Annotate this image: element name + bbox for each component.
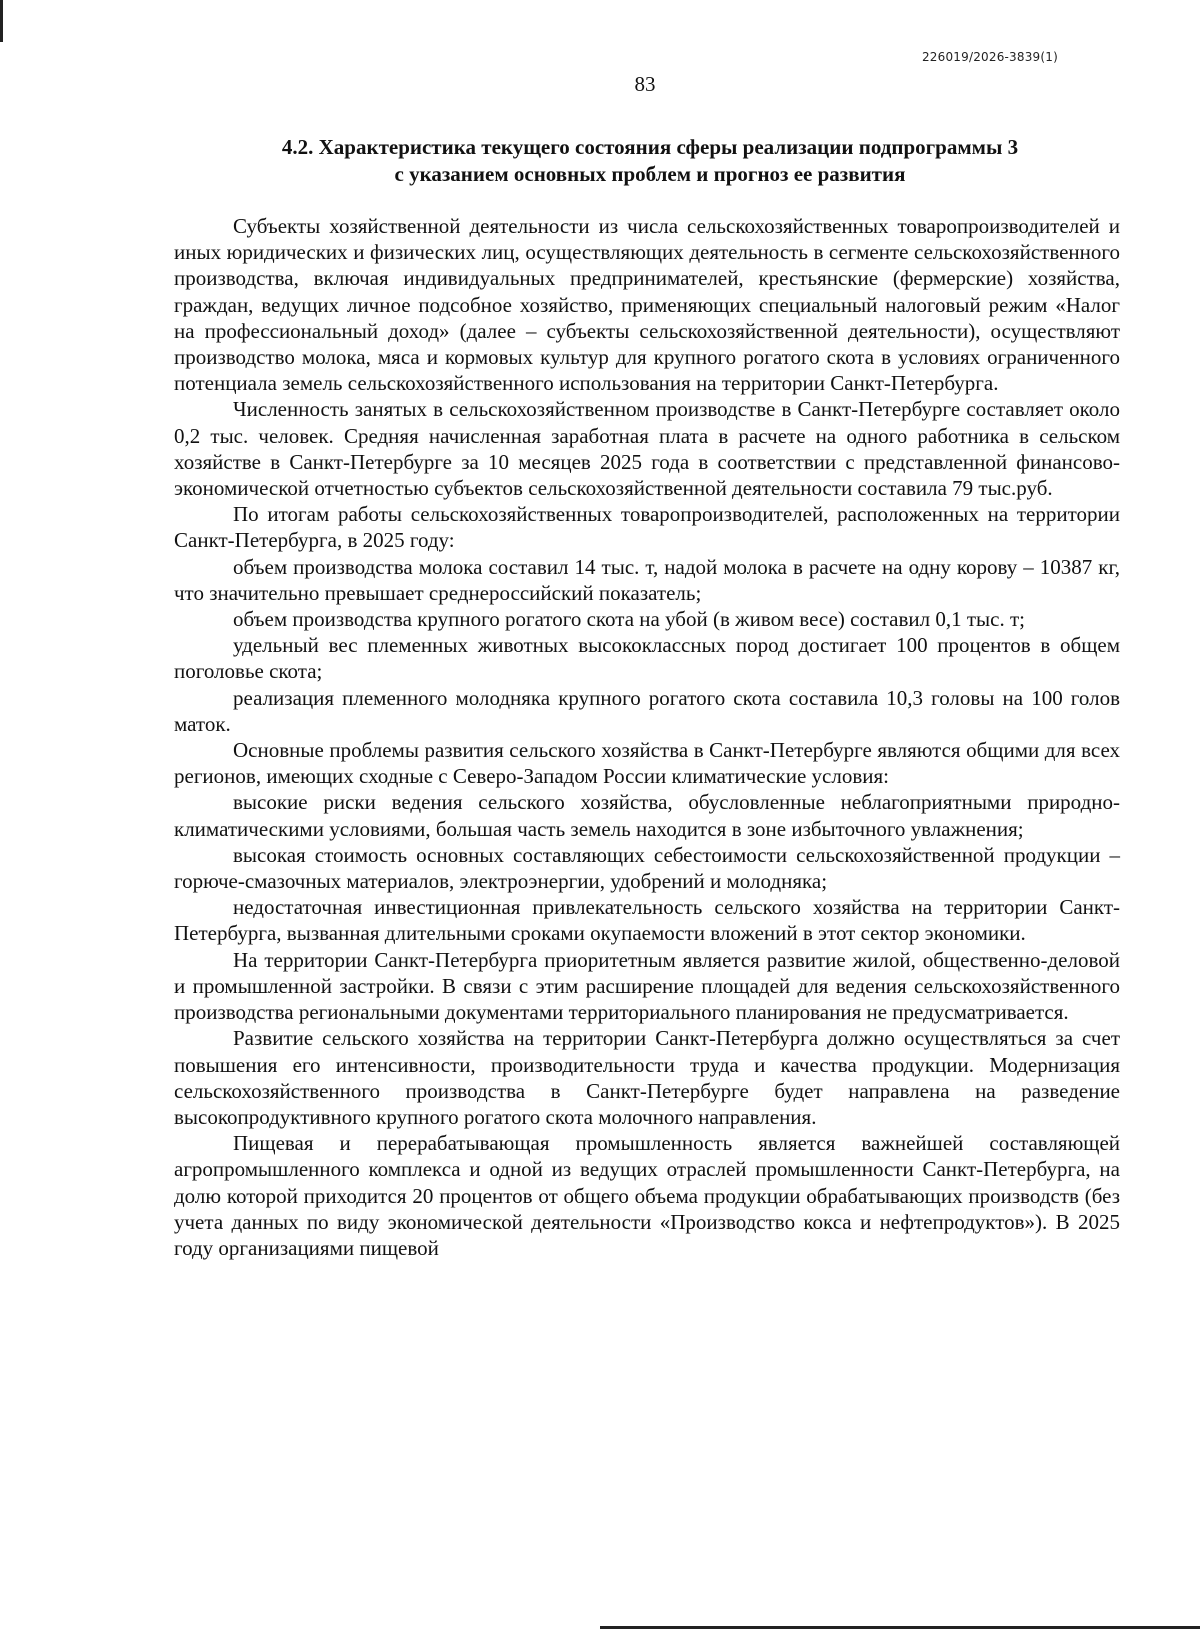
paragraph-10: высокая стоимость основных составляющих себестоимости сельскохозяйственной продукции – горюче-смазочных материалов, электроэнергии, удобрений и молодняка; [174,842,1120,894]
section-title [175,134,1125,188]
page-number: 83 [634,72,656,96]
paragraph-1: Субъекты хозяйственной деятельности из числа сельскохозяйственных товаропроизводителей и иных юридических и физических лиц, осуществляющих деятельность в сегменте сельскохозяйственного производства, включая индивидуальных предпринимателей, крестьянские (фермерские) хозяйства, граждан, ведущих личное подсобное хозяйство, применяющих специальный налоговый режим «Налог на профессиональный доход» (далее – субъекты сельскохозяйственной деятельности), осуществляют производство молока, мяса и кормовых культур для крупного рогатого скота в условиях ограниченного потенциала земель сельскохозяйственного использования на территории Санкт-Петербурга. [174,214,1120,396]
section-title-line-1: 4.2. Характеристика текущего состояния сферы реализации подпрограммы 3 [281,135,1019,159]
document-id: 226019/2026-3839(1) [921,50,1058,64]
paragraph-9: высокие риски ведения сельского хозяйства, обусловленные неблагоприятными природно-климатическими условиями, большая часть земель находится в зоне избыточного увлажнения; [174,790,1120,841]
paragraph-4: объем производства молока составил 14 тыс. т, надой молока в расчете на одну корову – 10387 кг, что значительно превышает среднероссийский показатель; [174,554,1120,605]
paragraph-7: реализация племенного молодняка крупного рогатого скота составила 10,3 головы на 100 голов маток. [174,685,1120,736]
paragraph-5: объем производства крупного рогатого скота на убой (в живом весе) составил 0,1 тыс. т; [233,607,1025,632]
paragraph-8: Основные проблемы развития сельского хозяйства в Санкт-Петербурге являются общими для всех регионов, имеющих сходные с Северо-Западом России климатические условия: [174,738,1120,789]
paragraph-2: Численность занятых в сельскохозяйственном производстве в Санкт-Петербурге составляет около 0,2 тыс. человек. Средняя начисленная заработная плата в расчете на одного работника в сельском хозяйстве в Санкт-Петербурге за 10 месяцев 2025 года в соответствии с представленной финансово-экономической отчетностью субъектов сельскохозяйственной деятельности составила 79 тыс.руб. [174,397,1120,501]
paragraph-12: На территории Санкт-Петербурга приоритетным является развитие жилой, общественно-деловой и промышленной застройки. В связи с этим расширение площадей для ведения сельскохозяйственного производства региональными документами территориального планирования не предусматривается. [174,947,1120,1025]
body-text [174,213,1120,1261]
paragraph-13: Развитие сельского хозяйства на территории Санкт-Петербурга должно осуществляться за счет повышения его интенсивности, производительности труда и качества продукции. Модернизация сельскохозяйственного производства в Санкт-Петербурге будет направлена на разведение высокопродуктивного крупного рогатого скота молочного направления. [174,1026,1120,1129]
section-title-line-2: с указанием основных проблем и прогноз ее развития [394,162,906,186]
scan-edge-mark [0,0,3,42]
paragraph-11: недостаточная инвестиционная привлекательность сельского хозяйства на территории Санкт-Петербурга, вызванная длительными сроками окупаемости вложений в этот сектор экономики. [174,895,1120,946]
paragraph-3: По итогам работы сельскохозяйственных товаропроизводителей, расположенных на территории Санкт-Петербурга, в 2025 году: [174,502,1120,553]
paragraph-6: удельный вес племенных животных высококлассных пород достигает 100 процентов в общем поголовье скота; [174,633,1120,684]
paragraph-14: Пищевая и перерабатывающая промышленность является важнейшей составляющей агропромышленного комплекса и одной из ведущих отраслей промышленности Санкт-Петербурга, на долю которой приходится 20 процентов от общего объема продукции обрабатывающих производств (без учета данных по виду экономической деятельности «Производство кокса и нефтепродуктов»). В 2025 году организациями пищевой [174,1131,1120,1260]
